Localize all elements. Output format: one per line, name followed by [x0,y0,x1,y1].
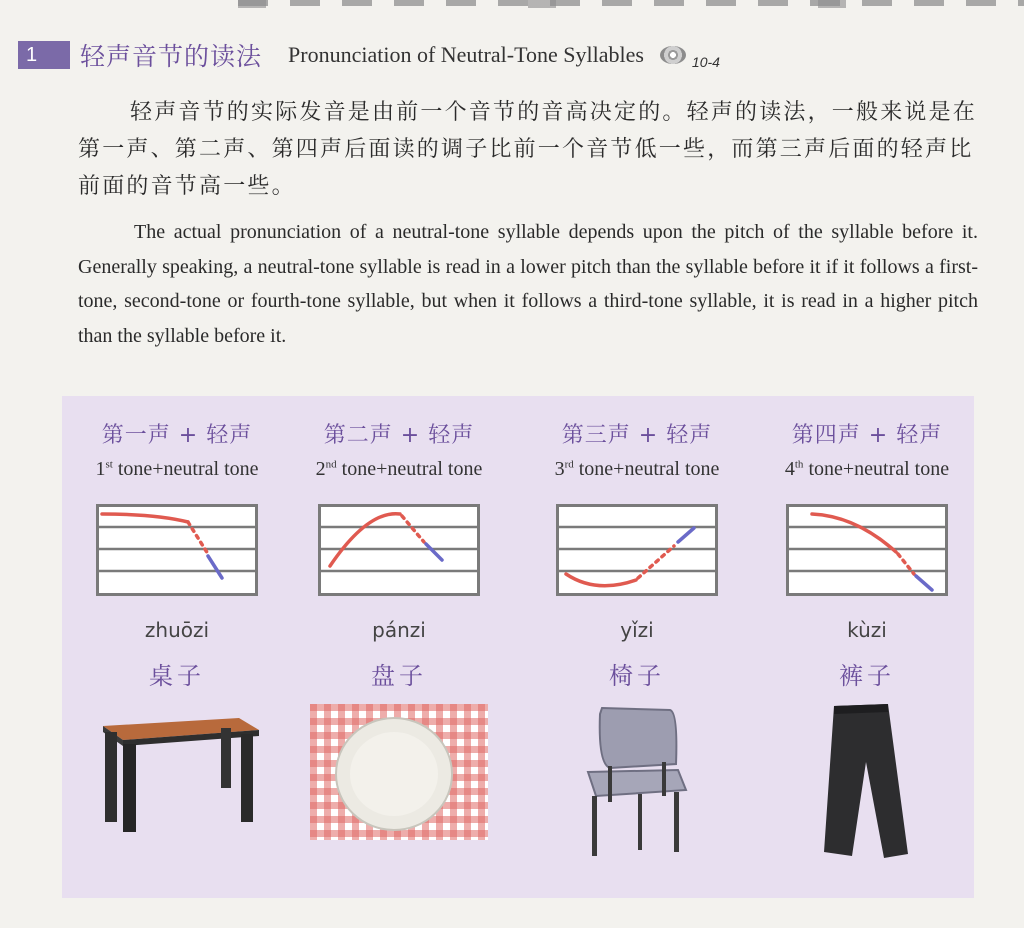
table-icon [89,704,265,836]
tone-staff-1 [96,504,258,596]
hanzi-label: 盘子 [371,662,427,690]
pinyin-label: kùzi [847,618,887,642]
tone-column-4 [752,396,982,860]
trousers-icon [822,704,912,860]
audio-cd-icon[interactable] [658,44,688,66]
tone-column-3 [522,396,752,858]
plate-icon [310,704,488,840]
tone-column-2 [284,396,514,840]
section-number: 1 [18,41,70,69]
tone-combo-en: 4th tone+neutral tone [784,458,950,480]
paragraph-en: The actual pronunciation of a neutral-tone syllable depends upon the pitch of the syllable before it. Generally speaking, a neutral-tone syllable is read in a lower pitch than the syllable before it if it follows a first-tone, second-tone or fourth-tone syllable, but when it follows a third-tone syllable, it is read in a higher pitch than the syllable before it. [78,221,978,347]
top-dash-border-2 [238,0,1024,6]
tone-combo-zh: 第四声 + 轻声 [791,423,943,448]
audio-track-number: 10-4 [691,54,720,70]
section-title-en: Pronunciation of Neutral-Tone Syllables [288,42,644,67]
section-title-zh: 轻声音节的读法 [80,42,263,71]
hanzi-label: 椅子 [609,662,665,690]
tone-staff-4 [786,504,948,596]
tone-staff-3 [556,504,718,596]
tone-combo-zh: 第三声 + 轻声 [561,423,713,448]
pinyin-label: zhuōzi [144,618,210,642]
tone-combo-en: 1st tone+neutral tone [95,458,259,480]
tone-staff-2 [318,504,480,596]
hanzi-label: 裤子 [839,662,895,690]
tone-combo-en: 2nd tone+neutral tone [315,458,483,480]
tone-column-1 [62,396,292,836]
tone-combo-zh: 第一声 + 轻声 [101,423,253,448]
tone-examples-panel [62,396,974,898]
chair-icon [582,704,692,858]
pinyin-label: pánzi [372,618,426,642]
section-header [18,38,720,72]
hanzi-label: 桌子 [149,662,205,690]
pinyin-label: yǐzi [620,618,654,642]
tone-combo-zh: 第二声 + 轻声 [323,423,475,448]
paragraph-zh: 轻声音节的实际发音是由前一个音节的音高决定的。轻声的读法，一般来说是在第一声、第二声、第四声后面读的调子比前一个音节低一些，而第三声后面的轻声比前面的音节高一些。 [78,100,978,199]
tone-combo-en: 3rd tone+neutral tone [554,458,720,480]
